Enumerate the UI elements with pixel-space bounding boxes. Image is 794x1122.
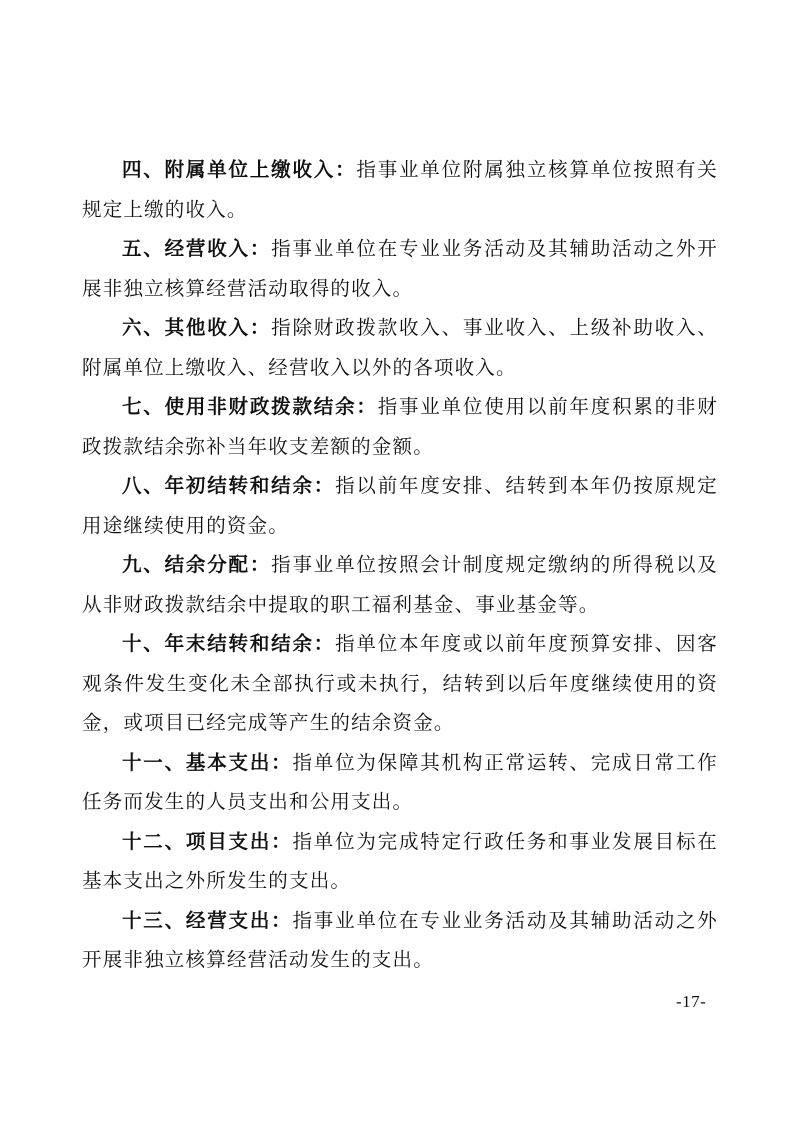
- term-heading: 四、附属单位上缴收入：: [122, 158, 357, 181]
- paragraph-beginning-carryover: [82, 466, 718, 545]
- term-definition: 指单位本年度或以前年度预算安排、因客观条件发生变化未全部执行或未执行，结转到以后年度继续使用的资金，或项目已经完成等产生的结余资金。: [82, 632, 718, 734]
- term-definition: 指单位为完成特定行政任务和事业发展目标在基本支出之外所发生的支出。: [82, 829, 718, 892]
- term-definition: 指事业单位使用以前年度积累的非财政拨款结余弥补当年收支差额的金额。: [82, 395, 718, 458]
- term-heading: 七、使用非财政拨款结余：: [122, 395, 378, 418]
- term-definition: 指单位为保障其机构正常运转、完成日常工作任务而发生的人员支出和公用支出。: [82, 750, 718, 813]
- paragraph-year-end-carryover: [82, 624, 718, 743]
- term-definition: 指以前年度安排、结转到本年仍按原规定用途继续使用的资金。: [82, 474, 718, 537]
- term-heading: 十一、基本支出：: [122, 750, 293, 774]
- paragraph-affiliated-unit-remittance-income: [82, 150, 718, 229]
- term-definition: 指事业单位附属独立核算单位按照有关规定上缴的收入。: [82, 158, 719, 221]
- paragraph-basic-expenditure: [82, 743, 718, 822]
- term-heading: 六、其他收入：: [122, 316, 272, 339]
- term-heading: 五、经营收入：: [122, 237, 272, 260]
- term-definition: 指事业单位在专业业务活动及其辅助活动之外开展非独立核算经营活动发生的支出。: [82, 908, 718, 971]
- term-heading: 十二、项目支出：: [122, 829, 293, 853]
- term-heading: 八、年初结转和结余：: [122, 474, 336, 497]
- term-heading: 九、结余分配：: [122, 553, 272, 576]
- term-definition: 指除财政拨款收入、事业收入、上级补助收入、附属单位上缴收入、经营收入以外的各项收入。: [82, 316, 718, 379]
- paragraph-operating-expenditure: [82, 901, 718, 980]
- paragraph-project-expenditure: [82, 822, 718, 901]
- paragraph-surplus-distribution: [82, 545, 718, 624]
- page-number: -17-: [676, 992, 707, 1011]
- paragraph-other-income: [82, 308, 718, 387]
- document-body: [82, 150, 718, 980]
- term-heading: 十、年末结转和结余：: [122, 632, 336, 655]
- term-definition: 指事业单位在专业业务活动及其辅助活动之外开展非独立核算经营活动取得的收入。: [82, 237, 718, 300]
- paragraph-operating-income: [82, 229, 718, 308]
- term-definition: 指事业单位按照会计制度规定缴纳的所得税以及从非财政拨款结余中提取的职工福利基金、事业基金等。: [82, 553, 718, 616]
- term-heading: 十三、经营支出：: [122, 908, 293, 932]
- paragraph-use-of-non-fiscal-surplus: [82, 387, 718, 466]
